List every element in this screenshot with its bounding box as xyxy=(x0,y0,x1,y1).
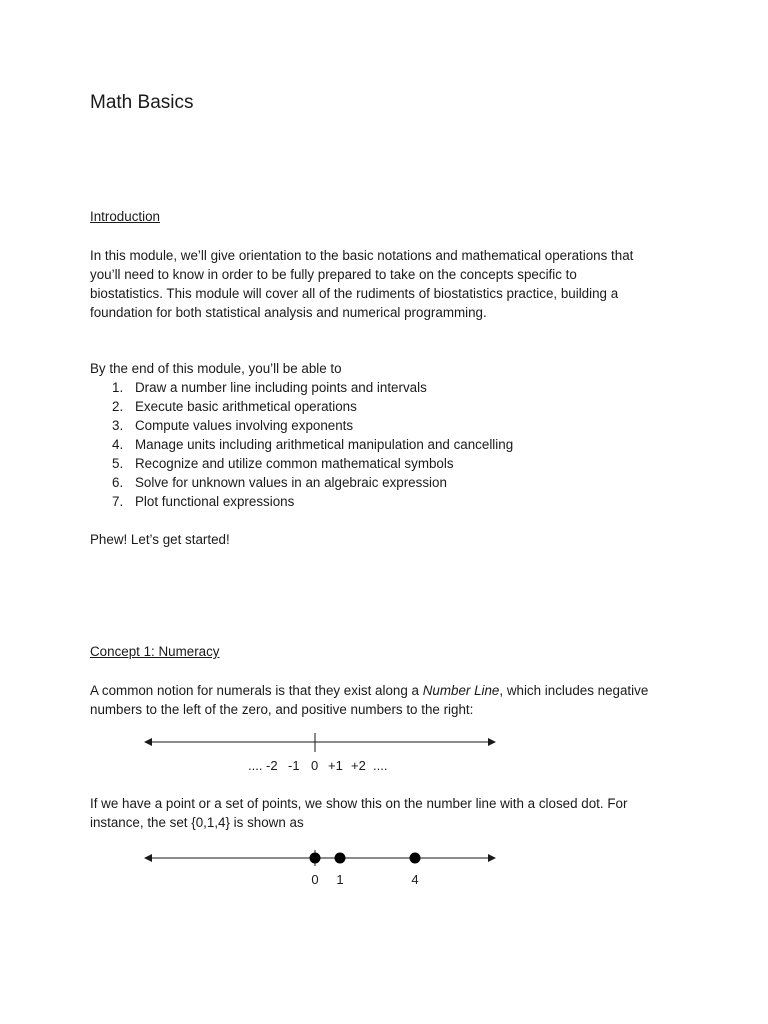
closing-text: Phew! Let’s get started! xyxy=(90,532,230,547)
right-arrow-icon xyxy=(488,854,496,862)
concept1-line: numbers to the left of the zero, and positive numbers to the right: xyxy=(90,702,474,717)
introduction-line: foundation for both statistical analysis and numerical programming. xyxy=(90,305,487,320)
number-line-diagram xyxy=(140,732,500,777)
right-arrow-icon xyxy=(488,738,496,746)
concept1-paragraph-2 xyxy=(90,794,690,832)
list-item xyxy=(90,454,513,473)
text-span: , which includes negative xyxy=(499,683,649,698)
list-text: Plot functional expressions xyxy=(135,494,295,509)
list-text: Recognize and utilize common mathematical symbols xyxy=(135,456,454,471)
tick-label: +1 xyxy=(328,758,343,773)
list-text: Solve for unknown values in an algebraic expression xyxy=(135,475,447,490)
list-number: 7. xyxy=(112,494,124,509)
left-arrow-icon xyxy=(144,738,152,746)
list-text: Compute values involving exponents xyxy=(135,418,354,433)
goals-lead: By the end of this module, you’ll be able to xyxy=(90,361,342,376)
concept1-line: instance, the set {0,1,4} is shown as xyxy=(90,815,304,830)
introduction-line: you’ll need to know in order to be fully prepared to take on the concepts specific to xyxy=(90,267,577,282)
introduction-paragraph xyxy=(90,246,690,322)
list-number: 2. xyxy=(112,399,124,414)
list-item xyxy=(90,416,513,435)
list-item xyxy=(90,473,513,492)
list-item xyxy=(90,397,513,416)
goals-list xyxy=(90,378,513,511)
list-number: 3. xyxy=(112,418,124,433)
point-label: 0 xyxy=(311,872,319,887)
list-text: Execute basic arithmetical operations xyxy=(135,399,357,414)
page-title: Math Basics xyxy=(90,92,194,113)
list-number: 4. xyxy=(112,437,124,452)
text-span: A common notion for numerals is that they exist along a xyxy=(90,683,423,698)
tick-label: .... -2 xyxy=(248,758,278,773)
list-number: 1. xyxy=(112,380,124,395)
introduction-heading: Introduction xyxy=(90,209,160,224)
tick-label: -1 xyxy=(288,758,300,773)
left-arrow-icon xyxy=(144,854,152,862)
tick-label: +2 xyxy=(351,758,366,773)
closed-dot xyxy=(310,853,321,864)
list-number: 6. xyxy=(112,475,124,490)
concept1-heading: Concept 1: Numeracy xyxy=(90,644,220,659)
concept1-paragraph xyxy=(90,681,690,719)
point-label: 1 xyxy=(336,872,344,887)
concept1-line: If we have a point or a set of points, we show this on the number line with a closed dot. For xyxy=(90,796,628,811)
list-item xyxy=(90,435,513,454)
introduction-line: In this module, we’ll give orientation to the basic notations and mathematical operations that xyxy=(90,248,634,263)
number-line-svg xyxy=(140,732,500,777)
point-label: 4 xyxy=(411,872,419,887)
closed-dot xyxy=(335,853,346,864)
concept1-line xyxy=(90,681,690,700)
number-line-term: Number Line xyxy=(422,683,500,698)
closed-dot xyxy=(410,853,421,864)
list-text: Draw a number line including points and intervals xyxy=(135,380,427,395)
point-set-number-line xyxy=(140,848,500,893)
tick-label: 0 xyxy=(311,758,319,773)
list-item xyxy=(90,378,513,397)
point-set-svg xyxy=(140,848,500,893)
list-item xyxy=(90,492,513,511)
tick-label: .... xyxy=(373,758,388,773)
list-number: 5. xyxy=(112,456,124,471)
introduction-line: biostatistics. This module will cover all of the rudiments of biostatistics practice, building a xyxy=(90,286,619,301)
list-text: Manage units including arithmetical manipulation and cancelling xyxy=(135,437,514,452)
